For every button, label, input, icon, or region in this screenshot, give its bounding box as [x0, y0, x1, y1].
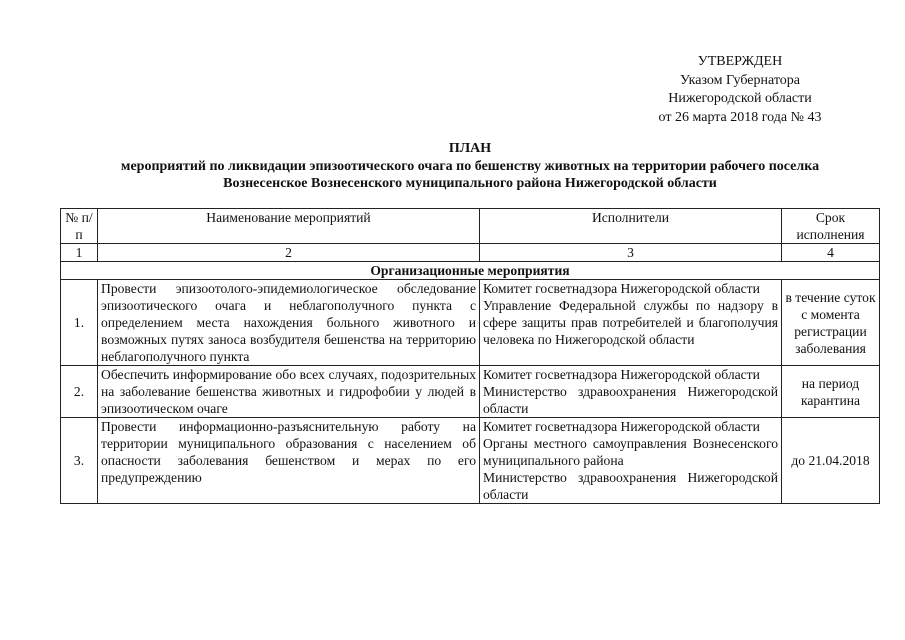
approval-line-date: от 26 марта 2018 года № 43: [658, 109, 822, 125]
col-number-2: 2: [98, 244, 480, 262]
executor-item: Комитет госветнадзора Нижегородской области: [483, 281, 760, 296]
approval-line-decree: Указом Губернатора: [679, 72, 801, 88]
row-term: в течение суток с момента регистрации заболевания: [782, 280, 880, 366]
plan-subtitle-line-2: Вознесенское Вознесенского муниципального района Нижегородской области: [223, 176, 717, 191]
approval-line-region: Нижегородской области: [668, 91, 812, 106]
row-activity: Провести эпизоотолого-эпидемиологическое обследование эпизоотического очага и неблагополучного пункта с определением места нахождения больного животного и возможных путях заноса возбудителя бешенства на территорию неблагополучного пункта: [98, 280, 480, 366]
section-row: [61, 262, 880, 280]
executor-item: Органы местного самоуправления Вознесенского муниципального района: [483, 436, 778, 468]
plan-subtitle-line-1: мероприятий по ликвидации эпизоотического очага по бешенству животных на территории рабочего поселка: [120, 159, 820, 174]
header-executors: Исполнители: [480, 209, 782, 244]
col-number-1: 1: [61, 244, 98, 262]
row-executors: [480, 418, 782, 504]
table-row: [61, 418, 880, 504]
row-activity: Провести информационно-разъяснительную работу на территории муниципального образования с населением об опасности заболевания бешенством и мерах по его предупреждению: [98, 418, 480, 504]
header-term: Срок исполнения: [782, 209, 880, 244]
header-name: Наименование мероприятий: [98, 209, 480, 244]
plan-heading: ПЛАН: [448, 141, 492, 156]
executor-item: Министерство здравоохранения Нижегородской области: [483, 470, 778, 502]
plan-table: [60, 208, 880, 504]
header-num: № п/п: [61, 209, 98, 244]
row-number: 2.: [61, 366, 98, 418]
table-row: [61, 280, 880, 366]
executor-item: Комитет госветнадзора Нижегородской области: [483, 419, 760, 434]
row-executors: [480, 366, 782, 418]
executor-item: Управление Федеральной службы по надзору в сфере защиты прав потребителей и благополучия человека по Нижегородской области: [483, 298, 778, 347]
document-title: [60, 140, 880, 192]
table-row: [61, 366, 880, 418]
column-number-row: [61, 244, 880, 262]
row-number: 1.: [61, 280, 98, 366]
row-term: на период карантина: [782, 366, 880, 418]
row-term: до 21.04.2018: [782, 418, 880, 504]
executor-item: Министерство здравоохранения Нижегородской области: [483, 384, 778, 416]
row-activity: Обеспечить информирование обо всех случаях, подозрительных на заболевание бешенства животных и гидрофобии у людей в эпизоотическом очаге: [98, 366, 480, 418]
executor-item: Комитет госветнадзора Нижегородской области: [483, 367, 760, 382]
approval-stamp: [610, 53, 870, 127]
col-number-3: 3: [480, 244, 782, 262]
table-header-row: [61, 209, 880, 244]
section-title: Организационные мероприятия: [61, 262, 880, 280]
col-number-4: 4: [782, 244, 880, 262]
row-number: 3.: [61, 418, 98, 504]
approval-line-approved: УТВЕРЖДЕН: [697, 54, 783, 69]
row-executors: [480, 280, 782, 366]
